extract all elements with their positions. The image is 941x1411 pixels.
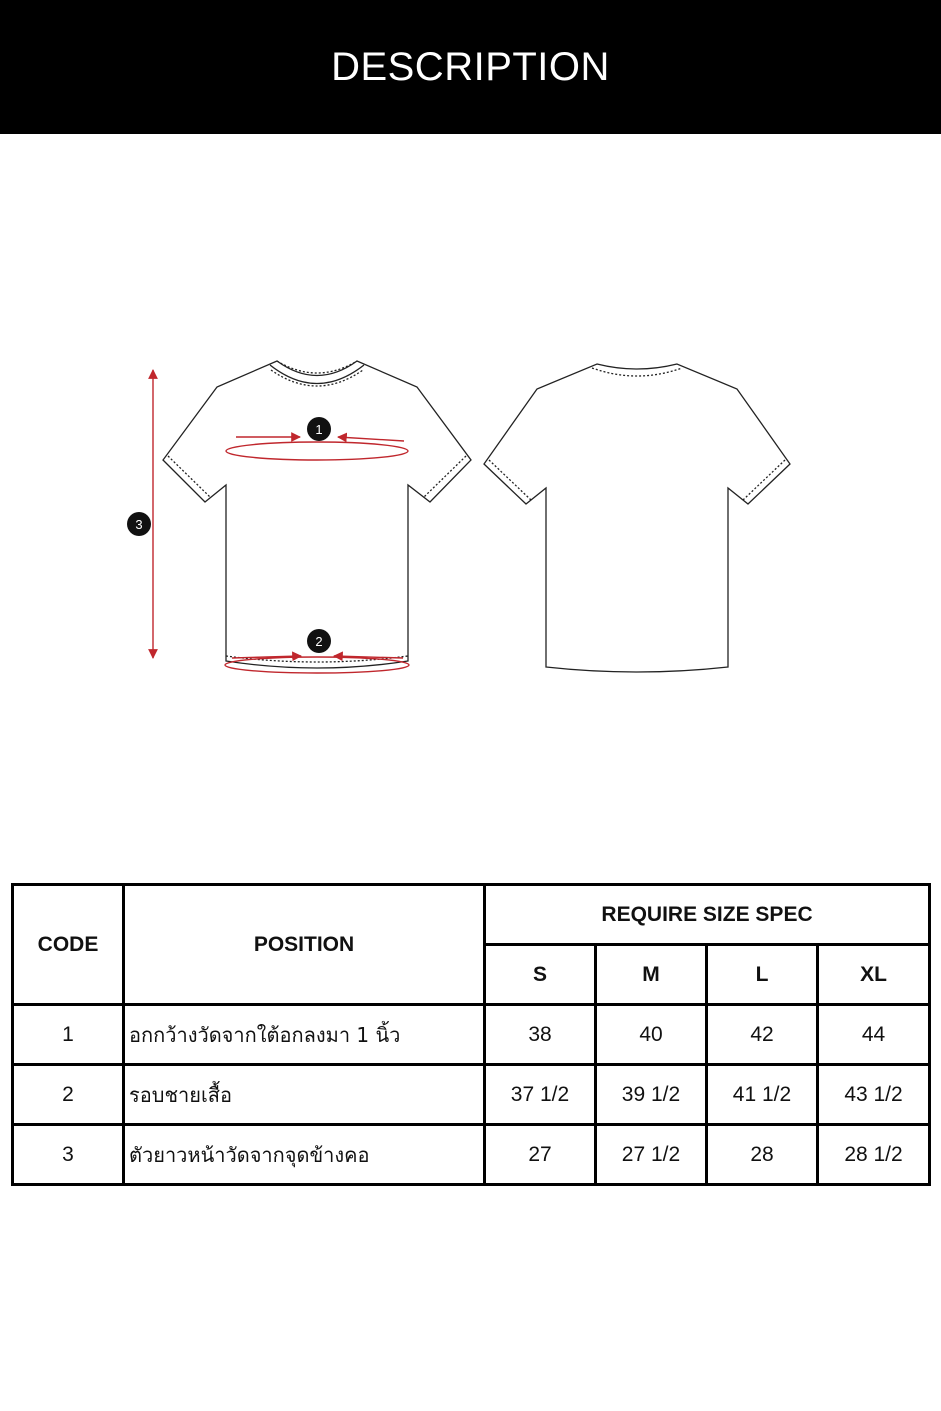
row-value-s: 37 1/2 bbox=[485, 1065, 596, 1125]
marker-3-label: 3 bbox=[135, 517, 143, 532]
table-row bbox=[13, 1065, 930, 1125]
row-value-m: 40 bbox=[596, 1005, 707, 1065]
row-value-m: 27 1/2 bbox=[596, 1125, 707, 1185]
row-code: 2 bbox=[13, 1065, 124, 1125]
header-size-l: L bbox=[707, 945, 818, 1005]
tshirt-diagram bbox=[0, 340, 941, 700]
marker-2-label: 2 bbox=[315, 634, 323, 649]
size-spec-table bbox=[11, 883, 931, 1186]
row-code: 1 bbox=[13, 1005, 124, 1065]
header-code: CODE bbox=[13, 885, 124, 1005]
table-row bbox=[13, 1005, 930, 1065]
header-position: POSITION bbox=[124, 885, 485, 1005]
row-position: อกกว้างวัดจากใต้อกลงมา 1 นิ้ว bbox=[124, 1005, 485, 1065]
header-size-m: M bbox=[596, 945, 707, 1005]
row-value-s: 38 bbox=[485, 1005, 596, 1065]
row-position: รอบชายเสื้อ bbox=[124, 1065, 485, 1125]
row-value-l: 28 bbox=[707, 1125, 818, 1185]
header-require-size-spec: REQUIRE SIZE SPEC bbox=[485, 885, 930, 945]
row-position: ตัวยาวหน้าวัดจากจุดข้างคอ bbox=[124, 1125, 485, 1185]
marker-3-badge bbox=[127, 512, 151, 536]
row-code: 3 bbox=[13, 1125, 124, 1185]
row-value-xl: 43 1/2 bbox=[818, 1065, 930, 1125]
table-row bbox=[13, 1125, 930, 1185]
header-size-xl: XL bbox=[818, 945, 930, 1005]
header-bar bbox=[0, 0, 941, 134]
row-value-l: 41 1/2 bbox=[707, 1065, 818, 1125]
marker-1-badge bbox=[307, 417, 331, 441]
row-value-xl: 44 bbox=[818, 1005, 930, 1065]
row-value-l: 42 bbox=[707, 1005, 818, 1065]
tshirt-back bbox=[484, 364, 790, 672]
marker-1-label: 1 bbox=[315, 422, 323, 437]
row-value-s: 27 bbox=[485, 1125, 596, 1185]
page-title: DESCRIPTION bbox=[331, 44, 610, 89]
header-size-s: S bbox=[485, 945, 596, 1005]
tshirt-front bbox=[163, 361, 471, 668]
row-value-m: 39 1/2 bbox=[596, 1065, 707, 1125]
marker-2-badge bbox=[307, 629, 331, 653]
row-value-xl: 28 1/2 bbox=[818, 1125, 930, 1185]
